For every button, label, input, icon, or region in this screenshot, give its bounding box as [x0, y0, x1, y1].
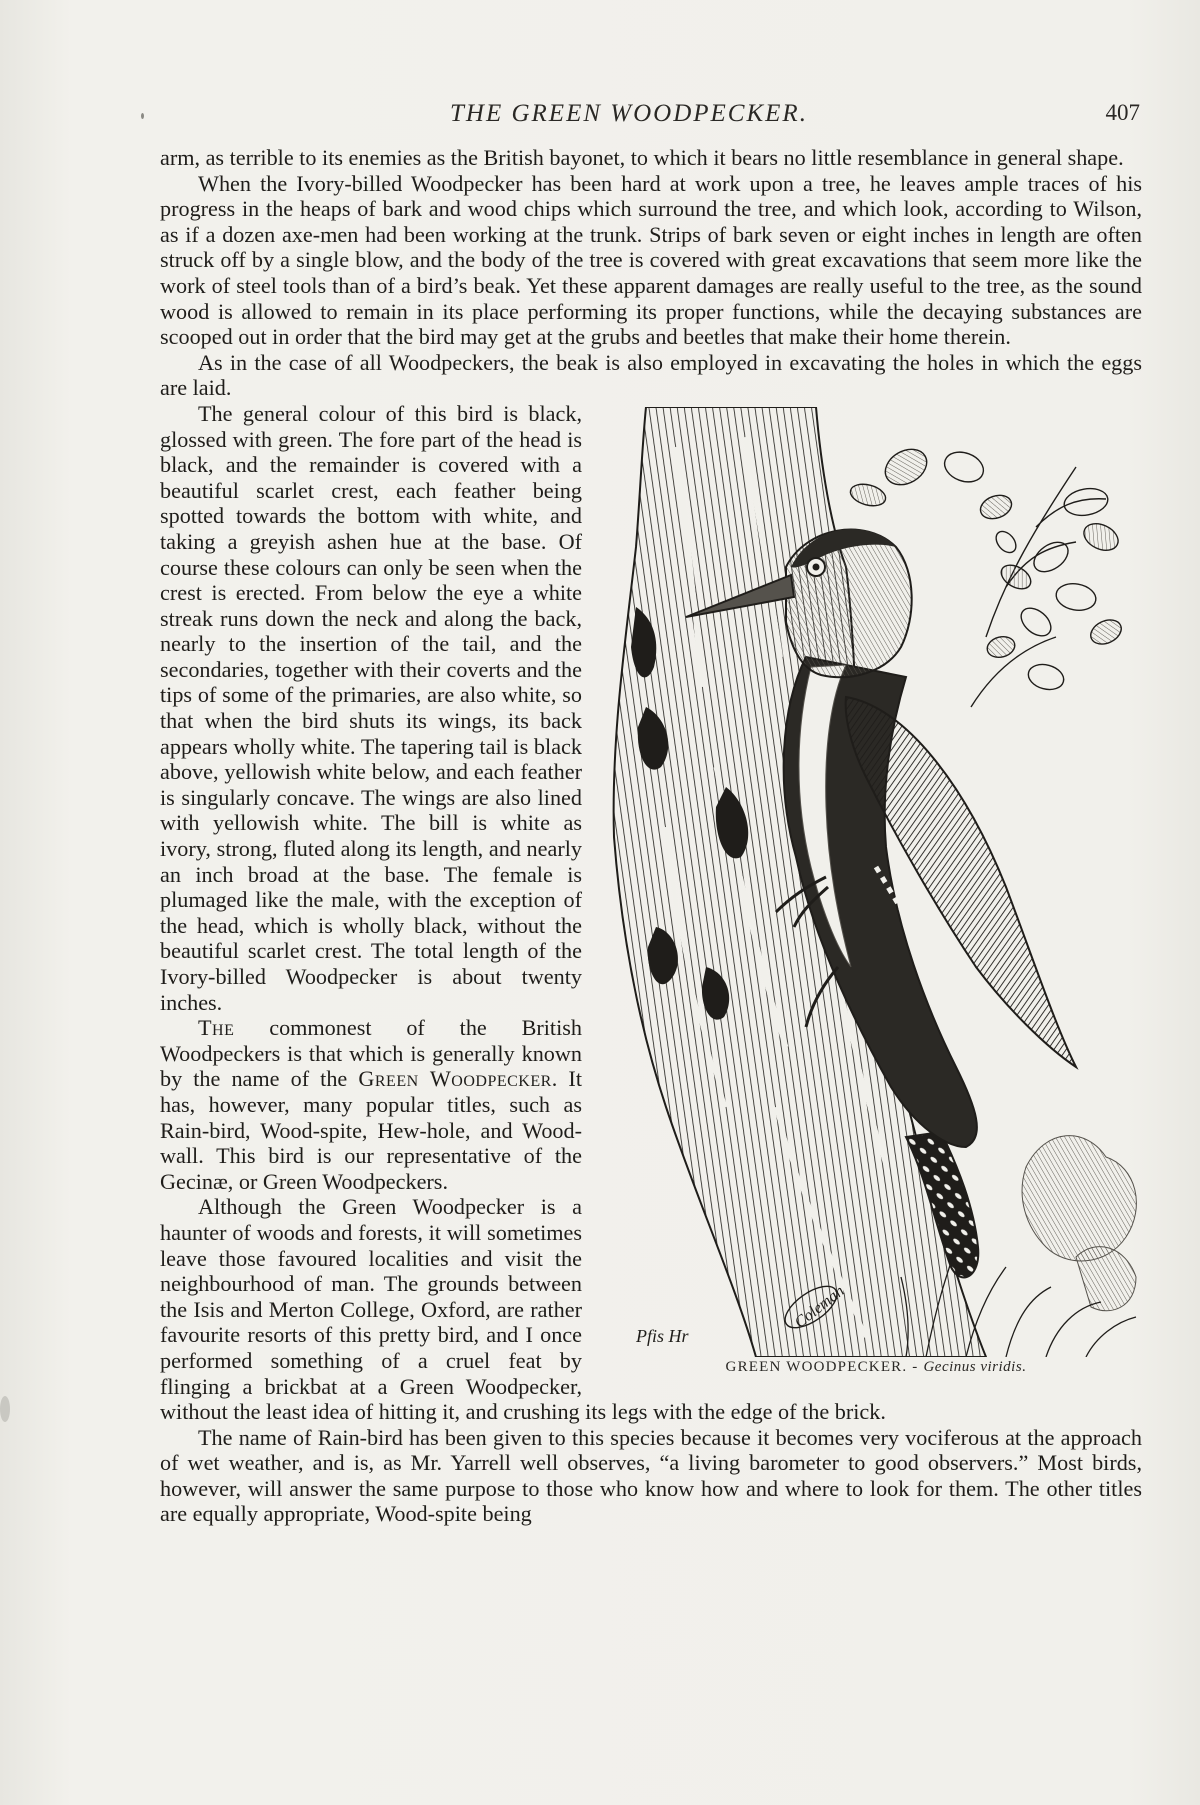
caption-separator: - — [907, 1358, 924, 1375]
running-head — [160, 100, 1140, 134]
caption-latin-name: Gecinus viridis. — [923, 1358, 1027, 1375]
body-text — [160, 145, 1142, 1527]
paragraph-5-term: Green Woodpecker — [358, 1066, 552, 1092]
paragraph-5-text-1: commonest of the British Woodpeckers is that which is generally known by the name of the — [160, 1015, 582, 1092]
paragraph-7: The name of Rain-bird has been given to this species because it becomes very vociferous at the approach of wet weather, and is, as Mr. Yarrell well observes, “a living barometer to good observers.” Most birds, however, will answer the same purpose to those who know how and where to look for them. The other titles are equally appropriate, Wood-spite being — [160, 1424, 1142, 1527]
background-shrub — [1022, 1136, 1136, 1311]
running-title: THE GREEN WOODPECKER. — [450, 100, 808, 127]
engraver-signature: Coleman — [791, 1282, 848, 1332]
figure-caption — [606, 1355, 1146, 1381]
cutter-signature: Pfis Hr — [636, 1325, 689, 1346]
woodpecker-illustration — [606, 407, 1146, 1357]
paragraph-4: The general colour of this bird is black, glossed with green. The fore part of the head is black, and the remainder is covered with a beautiful scarlet crest, each feather being spotted towards the bottom with white, and taking a greyish ashen hue at the base. Of course these colours can only be seen when the crest is erected. From below the eye a white streak runs down the neck and along the back, nearly to the insertion of the tail, and the secondaries, together with their coverts and the tips of some of the primaries, are also white, so that when the bird shuts its wings, its back appears wholly white. The tapering tail is black above, yellowish white below, and each feather is singularly concave. The wings are also lined with yellowish white. The bill is white as ivory, strong, fluted along its length, and nearly an inch broad at the base. The female is plumaged like the male, with the exception of the head, which is wholly black, without the beautiful scarlet crest. The total length of the Ivory-billed Woodpecker is about twenty inches. — [160, 400, 582, 1015]
scan-speck — [141, 113, 144, 119]
woodcut-figure — [606, 407, 1146, 1384]
paragraph-3: As in the case of all Woodpeckers, the beak is also employed in excavating the holes in which the eggs are laid. — [160, 349, 1142, 401]
paragraph-5-lead: The — [198, 1015, 235, 1041]
paragraph-5-text-2: . It has, however, many popular titles, such as Rain-bird, Wood-spite, Hew-hole, and Wood-wall. This bird is our representative of the Gecinæ, or Green Woodpeckers. — [160, 1066, 582, 1194]
paragraph-6: Although the Green Woodpecker is a haunter of woods and forests, it will sometimes leave those favoured localities and visit the neighbourhood of man. The grounds between the Isis and Merton College, Oxford, are rather favourite resorts of this pretty bird, and I once performed something of a cruel feat by flinging a brickbat at a Green Woodpecker, without the least idea of hitting it, and crushing its legs with the edge of the brick. — [160, 1194, 886, 1425]
caption-common-name: GREEN WOODPECKER. — [725, 1358, 908, 1375]
paragraph-1: arm, as terrible to its enemies as the British bayonet, to which it bears no little resemblance in general shape. — [160, 145, 1124, 170]
scan-edge-mark — [0, 1396, 10, 1422]
page-number: 407 — [1105, 100, 1140, 125]
paragraph-2: When the Ivory-billed Woodpecker has been hard at work upon a tree, he leaves ample traces of his progress in the heaps of bark and wood chips which surround the tree, and which look, according to Wilson, as if a dozen axe-men had been working at the trunk. Strips of bark seven or eight inches in length are often struck off by a single blow, and the body of the tree is covered with great excavations that seem more like the work of steel tools than of a bird’s beak. Yet these apparent damages are really useful to the tree, as the sound wood is allowed to remain in its place performing its proper functions, while the decaying substances are scooped out in order that the bird may get at the grubs and beetles that make their home therein. — [160, 170, 1142, 350]
